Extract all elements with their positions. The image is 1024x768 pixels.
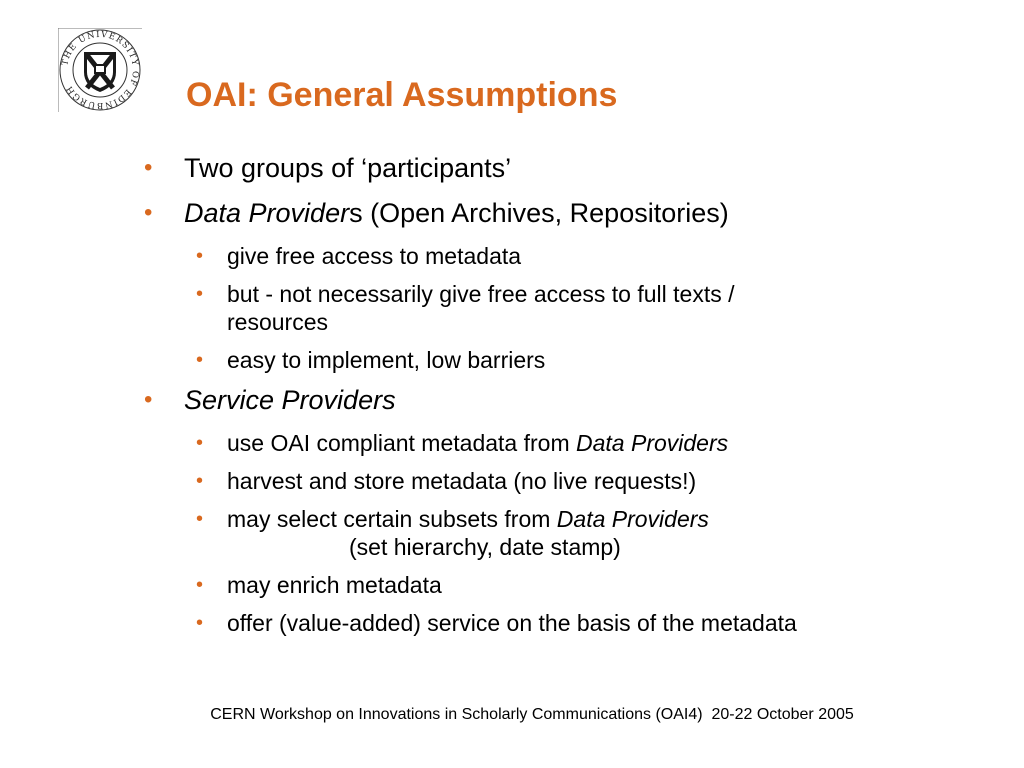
bullet-text: offer (value-added) service on the basis of the metadata (227, 610, 797, 636)
bullet-text: give free access to metadata (227, 243, 522, 269)
bullet-glyph: • (196, 508, 204, 530)
bullet-glyph: • (196, 574, 204, 596)
bullet-text: use OAI compliant metadata from (227, 430, 576, 456)
university-of-edinburgh-logo (58, 28, 142, 112)
sub-bullet-item (140, 280, 1000, 336)
slide-footer: CERN Workshop on Innovations in Scholarly Communications (OAI4) 20-22 October 2005 (210, 706, 854, 723)
bullet-italic-text: Data Provider (184, 198, 350, 228)
bullet-glyph: • (144, 154, 153, 181)
sub-bullet-item (140, 571, 1000, 599)
bullet-line (227, 505, 1000, 533)
bullet-glyph: • (196, 612, 204, 634)
bullet-italic-text: Service Providers (184, 385, 396, 415)
bullet-glyph: • (196, 432, 204, 454)
bullet-text: Two groups of ‘participants’ (184, 153, 512, 183)
bullet-item (140, 152, 1000, 184)
sub-bullet-item (140, 242, 1000, 270)
sub-bullet-item (140, 429, 1000, 457)
bullet-glyph: • (144, 386, 153, 413)
bullet-text: s (Open Archives, Repositories) (349, 198, 729, 228)
slide-title: OAI: General Assumptions (186, 76, 618, 114)
bullet-text: may enrich metadata (227, 572, 442, 598)
bullet-italic-text: Data Providers (556, 506, 709, 532)
bullet-italic-text: Data Providers (576, 430, 729, 456)
bullet-text: but - not necessarily give free access to full texts / (227, 281, 735, 307)
bullet-glyph: • (196, 349, 204, 371)
bullet-glyph: • (196, 245, 204, 267)
sub-bullet-item (140, 346, 1000, 374)
sub-bullet-item (140, 609, 1000, 637)
logo-ring-text: THE UNIVERSITY OF EDINBURGH (60, 29, 141, 111)
bullet-text: may select certain subsets from (227, 506, 557, 532)
sub-bullet-item (140, 505, 1000, 561)
sub-bullet-item (140, 467, 1000, 495)
bullet-list (140, 152, 1000, 647)
bullet-text-continued: resources (227, 309, 328, 335)
bullet-glyph: • (196, 470, 204, 492)
bullet-glyph: • (196, 283, 204, 305)
bullet-item (140, 384, 1000, 416)
bullet-text-continued: (set hierarchy, date stamp) (349, 534, 621, 560)
bullet-glyph: • (144, 199, 153, 226)
bullet-item (140, 197, 1000, 229)
bullet-text: harvest and store metadata (no live requests!) (227, 468, 697, 494)
bullet-text: easy to implement, low barriers (227, 347, 546, 373)
